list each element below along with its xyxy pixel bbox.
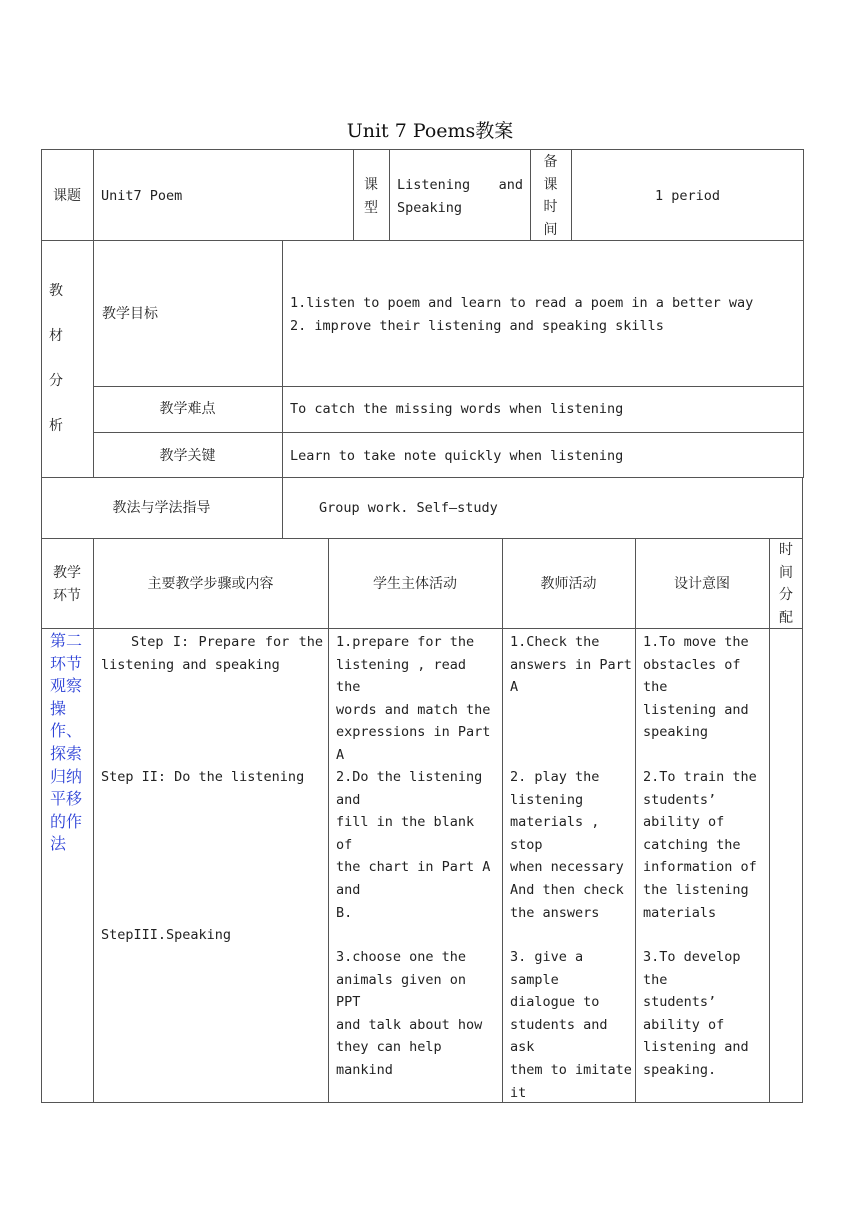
step-1-teacher-line: A: [510, 679, 519, 696]
goal-2: 2. improve their listening and speaking skills: [290, 317, 664, 334]
step-1-student: [336, 631, 498, 767]
step-1-line1: Step I: Prepare for the: [131, 634, 323, 650]
step-3-teacher-line: 3. give a sample: [510, 949, 584, 988]
method-label: 教法与学法指导: [112, 500, 211, 516]
step-3-teacher-line: students and ask: [510, 1016, 608, 1056]
step-1-student-line: 1.prepare for the: [336, 634, 475, 650]
step-2-content: [101, 766, 323, 789]
stage-line: 作、: [50, 721, 83, 741]
col-time-char-4: 配: [779, 609, 793, 626]
step-2-design-line: students’: [643, 791, 717, 808]
goals-value: [290, 292, 800, 337]
side-char-2: 材: [49, 328, 63, 344]
step-3-design-line: 3.To develop the: [643, 949, 741, 988]
step-2-design-line: materials: [643, 904, 717, 921]
step-2-student-line: the chart in Part A and: [336, 859, 491, 898]
col-design-header: 设计意图: [674, 576, 730, 592]
goals-label: 教学目标: [102, 306, 158, 322]
stage-line: 归纳: [50, 766, 83, 786]
step-1-student-line: expressions in Part A: [336, 724, 491, 763]
goal-1: 1.listen to poem and learn to read a poem in a better way: [290, 295, 754, 311]
step-2-teacher-line: the answers: [510, 904, 600, 921]
step-3-design-line: speaking.: [643, 1061, 717, 1078]
col-steps-header: 主要教学步骤或内容: [147, 576, 274, 592]
step-1-student-line: words and match the: [336, 701, 491, 718]
step-2-student-line: 2.Do the listening and: [336, 769, 483, 808]
step-2-teacher-line: 2. play the: [510, 769, 600, 785]
step-2-design-line: the listening: [643, 881, 749, 898]
stage-line: 探索: [50, 743, 83, 763]
col-time-char-1: 时: [779, 542, 793, 558]
stage-line: 环节: [50, 653, 83, 673]
col-time-char-3: 分: [779, 587, 793, 604]
step-1-design-line: 1.To move the: [643, 634, 749, 650]
step-3-student-line: and talk about how: [336, 1016, 483, 1033]
step-3-design-line: students’: [643, 994, 717, 1011]
stage-line: 观察: [50, 676, 83, 696]
col-stage-header: [41, 562, 93, 607]
step-2-line1: Step II: Do the listening: [101, 769, 305, 785]
type-label-text: 课型: [364, 177, 378, 216]
step-1-student-line: listening , read the: [336, 656, 467, 696]
step-2-design-line: 2.To train the: [643, 769, 757, 785]
type-label: [353, 174, 389, 219]
step-3-student-line: they can help mankind: [336, 1039, 442, 1078]
method-value: Group work. Self—study: [319, 500, 498, 516]
step-3-student-line: animals given on PPT: [336, 971, 467, 1011]
type-value-line2: Speaking: [397, 199, 463, 216]
step-1-teacher: [510, 631, 632, 699]
analysis-side-label: [41, 280, 71, 460]
step-3-content: [101, 924, 323, 947]
step-3-student: [336, 946, 498, 1082]
step-2-teacher-line: listening: [510, 791, 584, 808]
step-2-teacher-line: And then check: [510, 881, 624, 898]
step-2-student: [336, 766, 498, 924]
step-3-design: [643, 946, 767, 1082]
step-3-student-line: 3.choose one the: [336, 949, 467, 965]
topic-label: 课题: [53, 188, 81, 204]
stage-line: 法: [50, 834, 67, 854]
prep-time-label-text: 备课时间: [543, 154, 558, 238]
step-3-teacher: [510, 946, 632, 1104]
difficulty-value: To catch the missing words when listening: [290, 401, 624, 417]
key-label: 教学关键: [159, 448, 216, 464]
step-2-design-line: ability of: [643, 814, 725, 831]
step-1-design-line: obstacles of the: [643, 656, 741, 696]
stage-text: [50, 630, 92, 856]
analysis-table: [41, 240, 804, 478]
stage-line: 平移: [50, 789, 83, 809]
stage-line: 的作: [50, 811, 83, 831]
step-2-design-line: information of: [643, 859, 757, 876]
step-2-student-line: fill in the blank of: [336, 814, 475, 853]
col-stage-line2: 环节: [53, 587, 81, 604]
side-char-3: 分: [49, 373, 63, 389]
step-1-design-line: speaking: [643, 724, 709, 741]
stage-line: 第二: [50, 631, 83, 650]
step-1-teacher-line: 1.Check the: [510, 634, 600, 650]
col-student-header: 学生主体活动: [373, 576, 457, 592]
step-2-student-line: B.: [336, 904, 353, 921]
step-2-design: [643, 766, 767, 924]
step-2-teacher-line: when necessary: [510, 859, 624, 876]
step-1-content: [101, 631, 323, 676]
step-2-design-line: catching the: [643, 836, 741, 853]
type-value-line1: Listening and: [397, 177, 523, 193]
step-3-teacher-line: them to imitate: [510, 1061, 632, 1078]
prep-time-label: [530, 151, 571, 241]
side-char-1: 教: [49, 283, 63, 299]
step-1-teacher-line: answers in Part: [510, 656, 632, 673]
step-3-line1: StepIII.Speaking: [101, 927, 232, 943]
step-1-design-line: listening and: [643, 701, 749, 718]
step-2-teacher-line: materials , stop: [510, 814, 600, 853]
difficulty-label: 教学难点: [159, 401, 216, 417]
topic-value: Unit7 Poem: [101, 188, 183, 204]
prep-time-value: 1 period: [654, 188, 721, 204]
step-3-teacher-line: it: [510, 1084, 527, 1101]
col-time-char-2: 间: [779, 564, 793, 581]
step-3-design-line: listening and: [643, 1039, 749, 1056]
col-time-header: [769, 539, 803, 629]
side-char-4: 析: [49, 418, 63, 434]
stage-line: 操: [50, 698, 67, 718]
page-title: Unit 7 Poems教案: [346, 120, 514, 142]
step-3-teacher-line: dialogue to: [510, 994, 600, 1011]
step-2-teacher: [510, 766, 632, 924]
key-value: Learn to take note quickly when listening: [290, 448, 624, 464]
col-stage-line1: 教学: [53, 565, 81, 581]
type-value: [397, 174, 523, 219]
col-teacher-header: 教师活动: [540, 576, 597, 592]
step-1-line2: listening and speaking: [101, 656, 280, 673]
step-1-design: [643, 631, 767, 744]
step-3-design-line: ability of: [643, 1016, 725, 1033]
